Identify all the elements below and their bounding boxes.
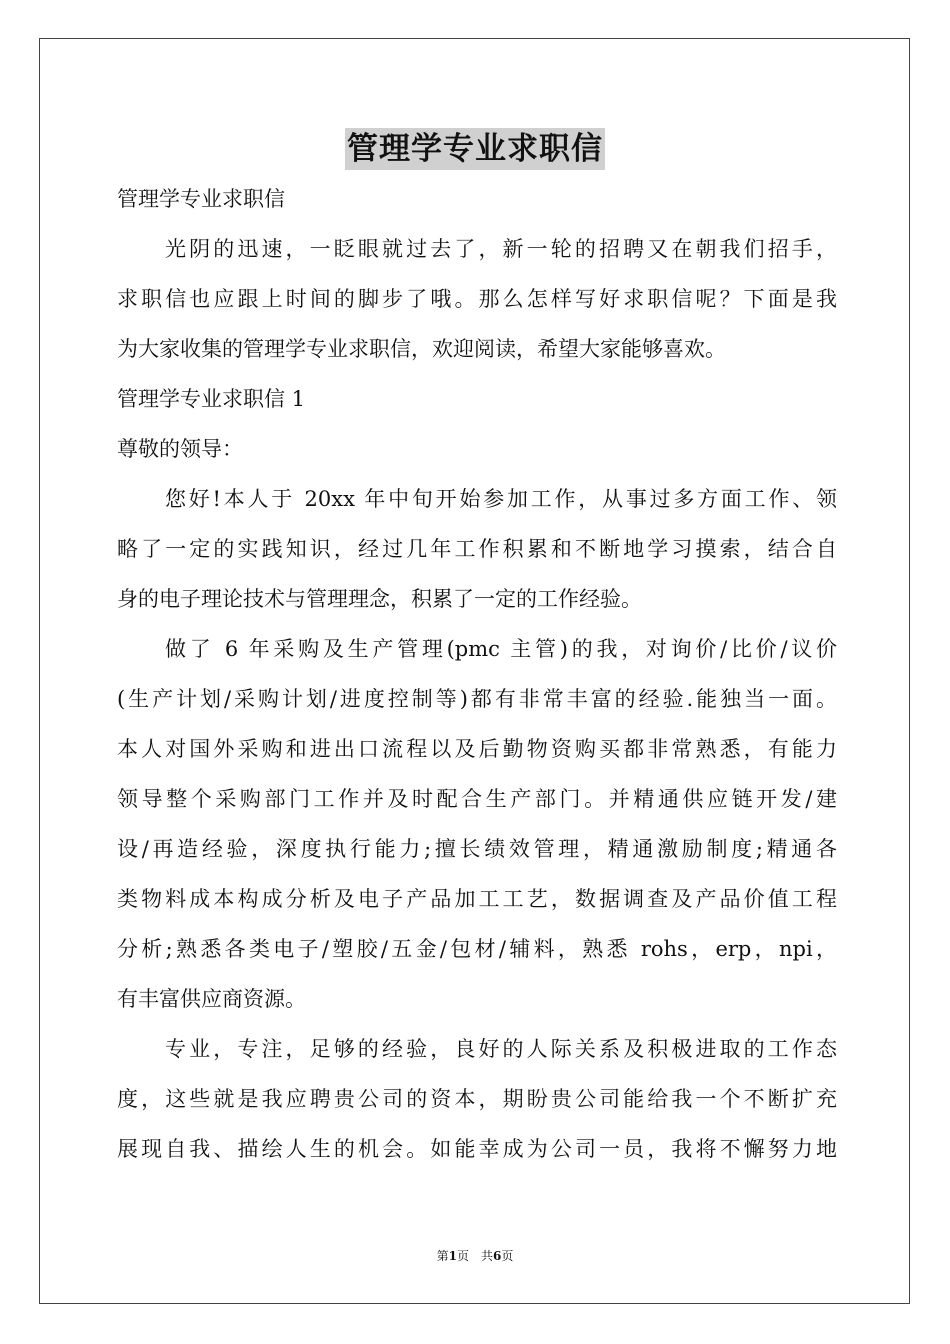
text-line: 尊敬的领导：	[117, 437, 243, 461]
text-line: 管理学专业求职信	[117, 187, 285, 211]
text-line: 有丰富供应商资源。	[117, 987, 306, 1011]
text-line: 领导整个采购部门工作并及时配合生产部门。并精通供应链开发/建	[117, 787, 837, 811]
footer-total-pages: 6	[493, 1249, 502, 1263]
document-title: 管理学专业求职信	[345, 128, 605, 170]
text-line: 光阴的迅速，一眨眼就过去了，新一轮的招聘又在朝我们招手，	[165, 237, 837, 261]
text-line: 略了一定的实践知识，经过几年工作积累和不断地学习摸索，结合自	[117, 537, 837, 561]
text-line: 求职信也应跟上时间的脚步了哦。那么怎样写好求职信呢？下面是我	[117, 287, 837, 311]
footer-page-number: 1	[448, 1249, 457, 1263]
text-line: 本人对国外采购和进出口流程以及后勤物资购买都非常熟悉，有能力	[117, 737, 837, 761]
text-line: 分析;熟悉各类电子/塑胶/五金/包材/辅料，熟悉 rohs，erp，npi，	[117, 937, 837, 961]
document-body	[117, 174, 837, 1174]
text-line: 设/再造经验，深度执行能力;擅长绩效管理，精通激励制度;精通各	[117, 837, 837, 861]
text-line: 类物料成本构成分析及电子产品加工工艺，数据调查及产品价值工程	[117, 887, 837, 911]
text-line: 您好!本人于 20xx 年中旬开始参加工作，从事过多方面工作、领	[165, 487, 837, 511]
text-line: 展现自我、描绘人生的机会。如能幸成为公司一员，我将不懈努力地	[117, 1137, 837, 1161]
text-line: 身的电子理论技术与管理理念，积累了一定的工作经验。	[117, 587, 642, 611]
text-line: 做了 6 年采购及生产管理(pmc 主管)的我，对询价/比价/议价	[165, 637, 837, 661]
footer-prefix: 第	[436, 1249, 449, 1263]
footer-mid: 页 共	[456, 1249, 493, 1263]
footer-suffix: 页	[501, 1249, 514, 1263]
text-line: 度，这些就是我应聘贵公司的资本，期盼贵公司能给我一个不断扩充	[117, 1087, 837, 1111]
text-line: 为大家收集的管理学专业求职信，欢迎阅读，希望大家能够喜欢。	[117, 337, 726, 361]
text-line: 管理学专业求职信 1	[117, 387, 306, 411]
text-line: 专业，专注，足够的经验，良好的人际关系及积极进取的工作态	[165, 1037, 837, 1061]
title-container	[0, 128, 950, 170]
text-line: (生产计划/采购计划/进度控制等)都有非常丰富的经验.能独当一面。	[117, 687, 837, 711]
page-footer	[0, 1248, 950, 1264]
